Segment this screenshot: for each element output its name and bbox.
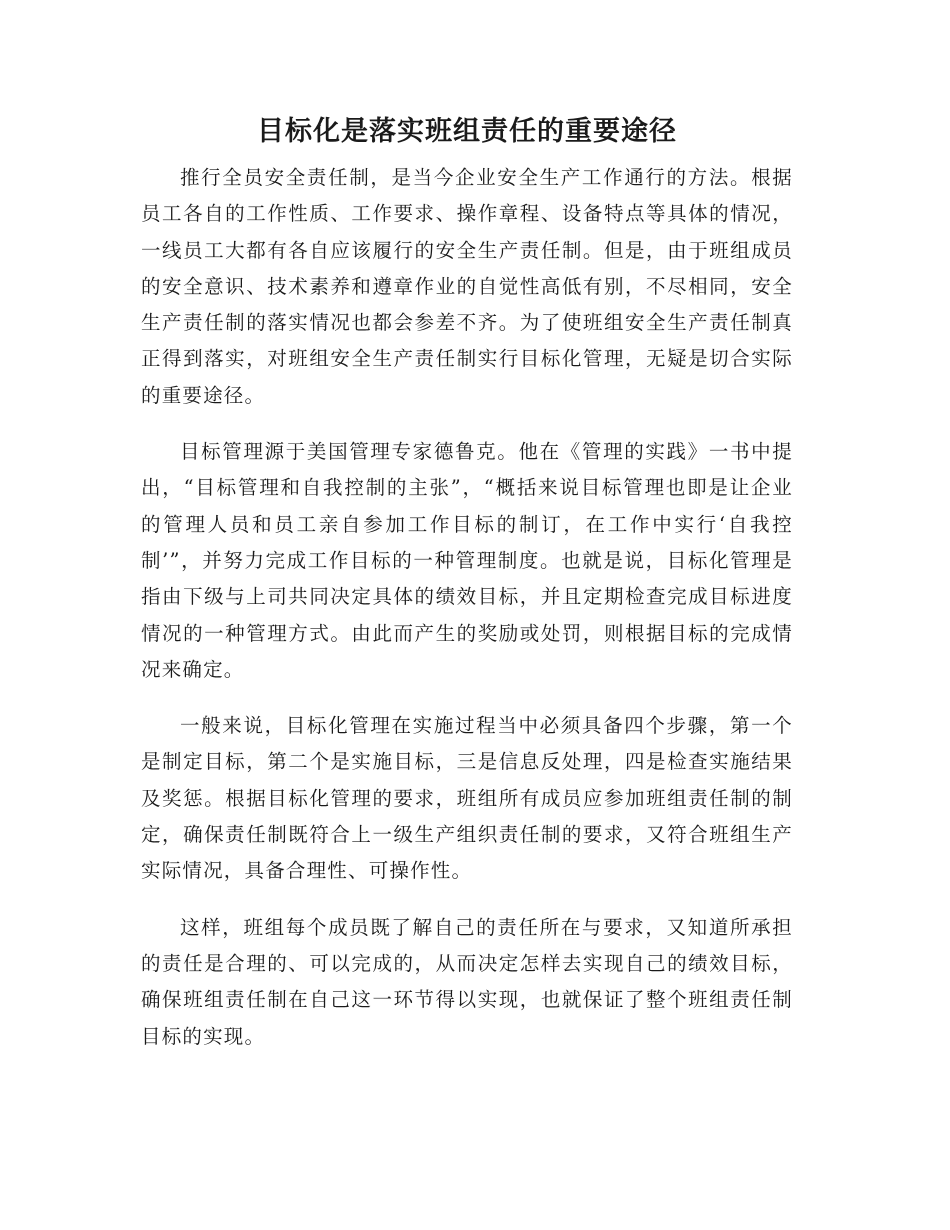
paragraph-1: 推行全员安全责任制，是当今企业安全生产工作通行的方法。根据员工各自的工作性质、工作要求、操作章程、设备特点等具体的情况，一线员工大都有各自应该履行的安全生产责任制。但是，由于班组成员的安全意识、技术素养和遵章作业的自觉性高低有别，不尽相同，安全生产责任制的落实情况也都会参差不齐。为了使班组安全生产责任制真正得到落实，对班组安全生产责任制实行目标化管理，无疑是切合实际的重要途径。 bbox=[141, 166, 793, 407]
paragraph-3: 一般来说，目标化管理在实施过程当中必须具备四个步骤，第一个是制定目标，第二个是实施目标，三是信息反处理，四是检查实施结果及奖惩。根据目标化管理的要求，班组所有成员应参加班组责任制的制定，确保责任制既符合上一级生产组织责任制的要求，又符合班组生产实际情况，具备合理性、可操作性。 bbox=[141, 714, 793, 883]
paragraph-4: 这样，班组每个成员既了解自己的责任所在与要求，又知道所承担的责任是合理的、可以完成的，从而决定怎样去实现自己的绩效目标，确保班组责任制在自己这一环节得以实现，也就保证了整个班组责任制目标的实现。 bbox=[141, 915, 793, 1048]
paragraph-2: 目标管理源于美国管理专家德鲁克。他在《管理的实践》一书中提出，“目标管理和自我控制的主张”，“概括来说目标管理也即是让企业的管理人员和员工亲自参加工作目标的制订，在工作中实行‘自我控制’”，并努力完成工作目标的一种管理制度。也就是说，目标化管理是指由下级与上司共同决定具体的绩效目标，并且定期检查完成目标进度情况的一种管理方式。由此而产生的奖励或处罚，则根据目标的完成情况来确定。 bbox=[141, 440, 793, 681]
document-title: 目标化是落实班组责任的重要途径 bbox=[257, 116, 677, 147]
document-page bbox=[141, 112, 793, 1075]
